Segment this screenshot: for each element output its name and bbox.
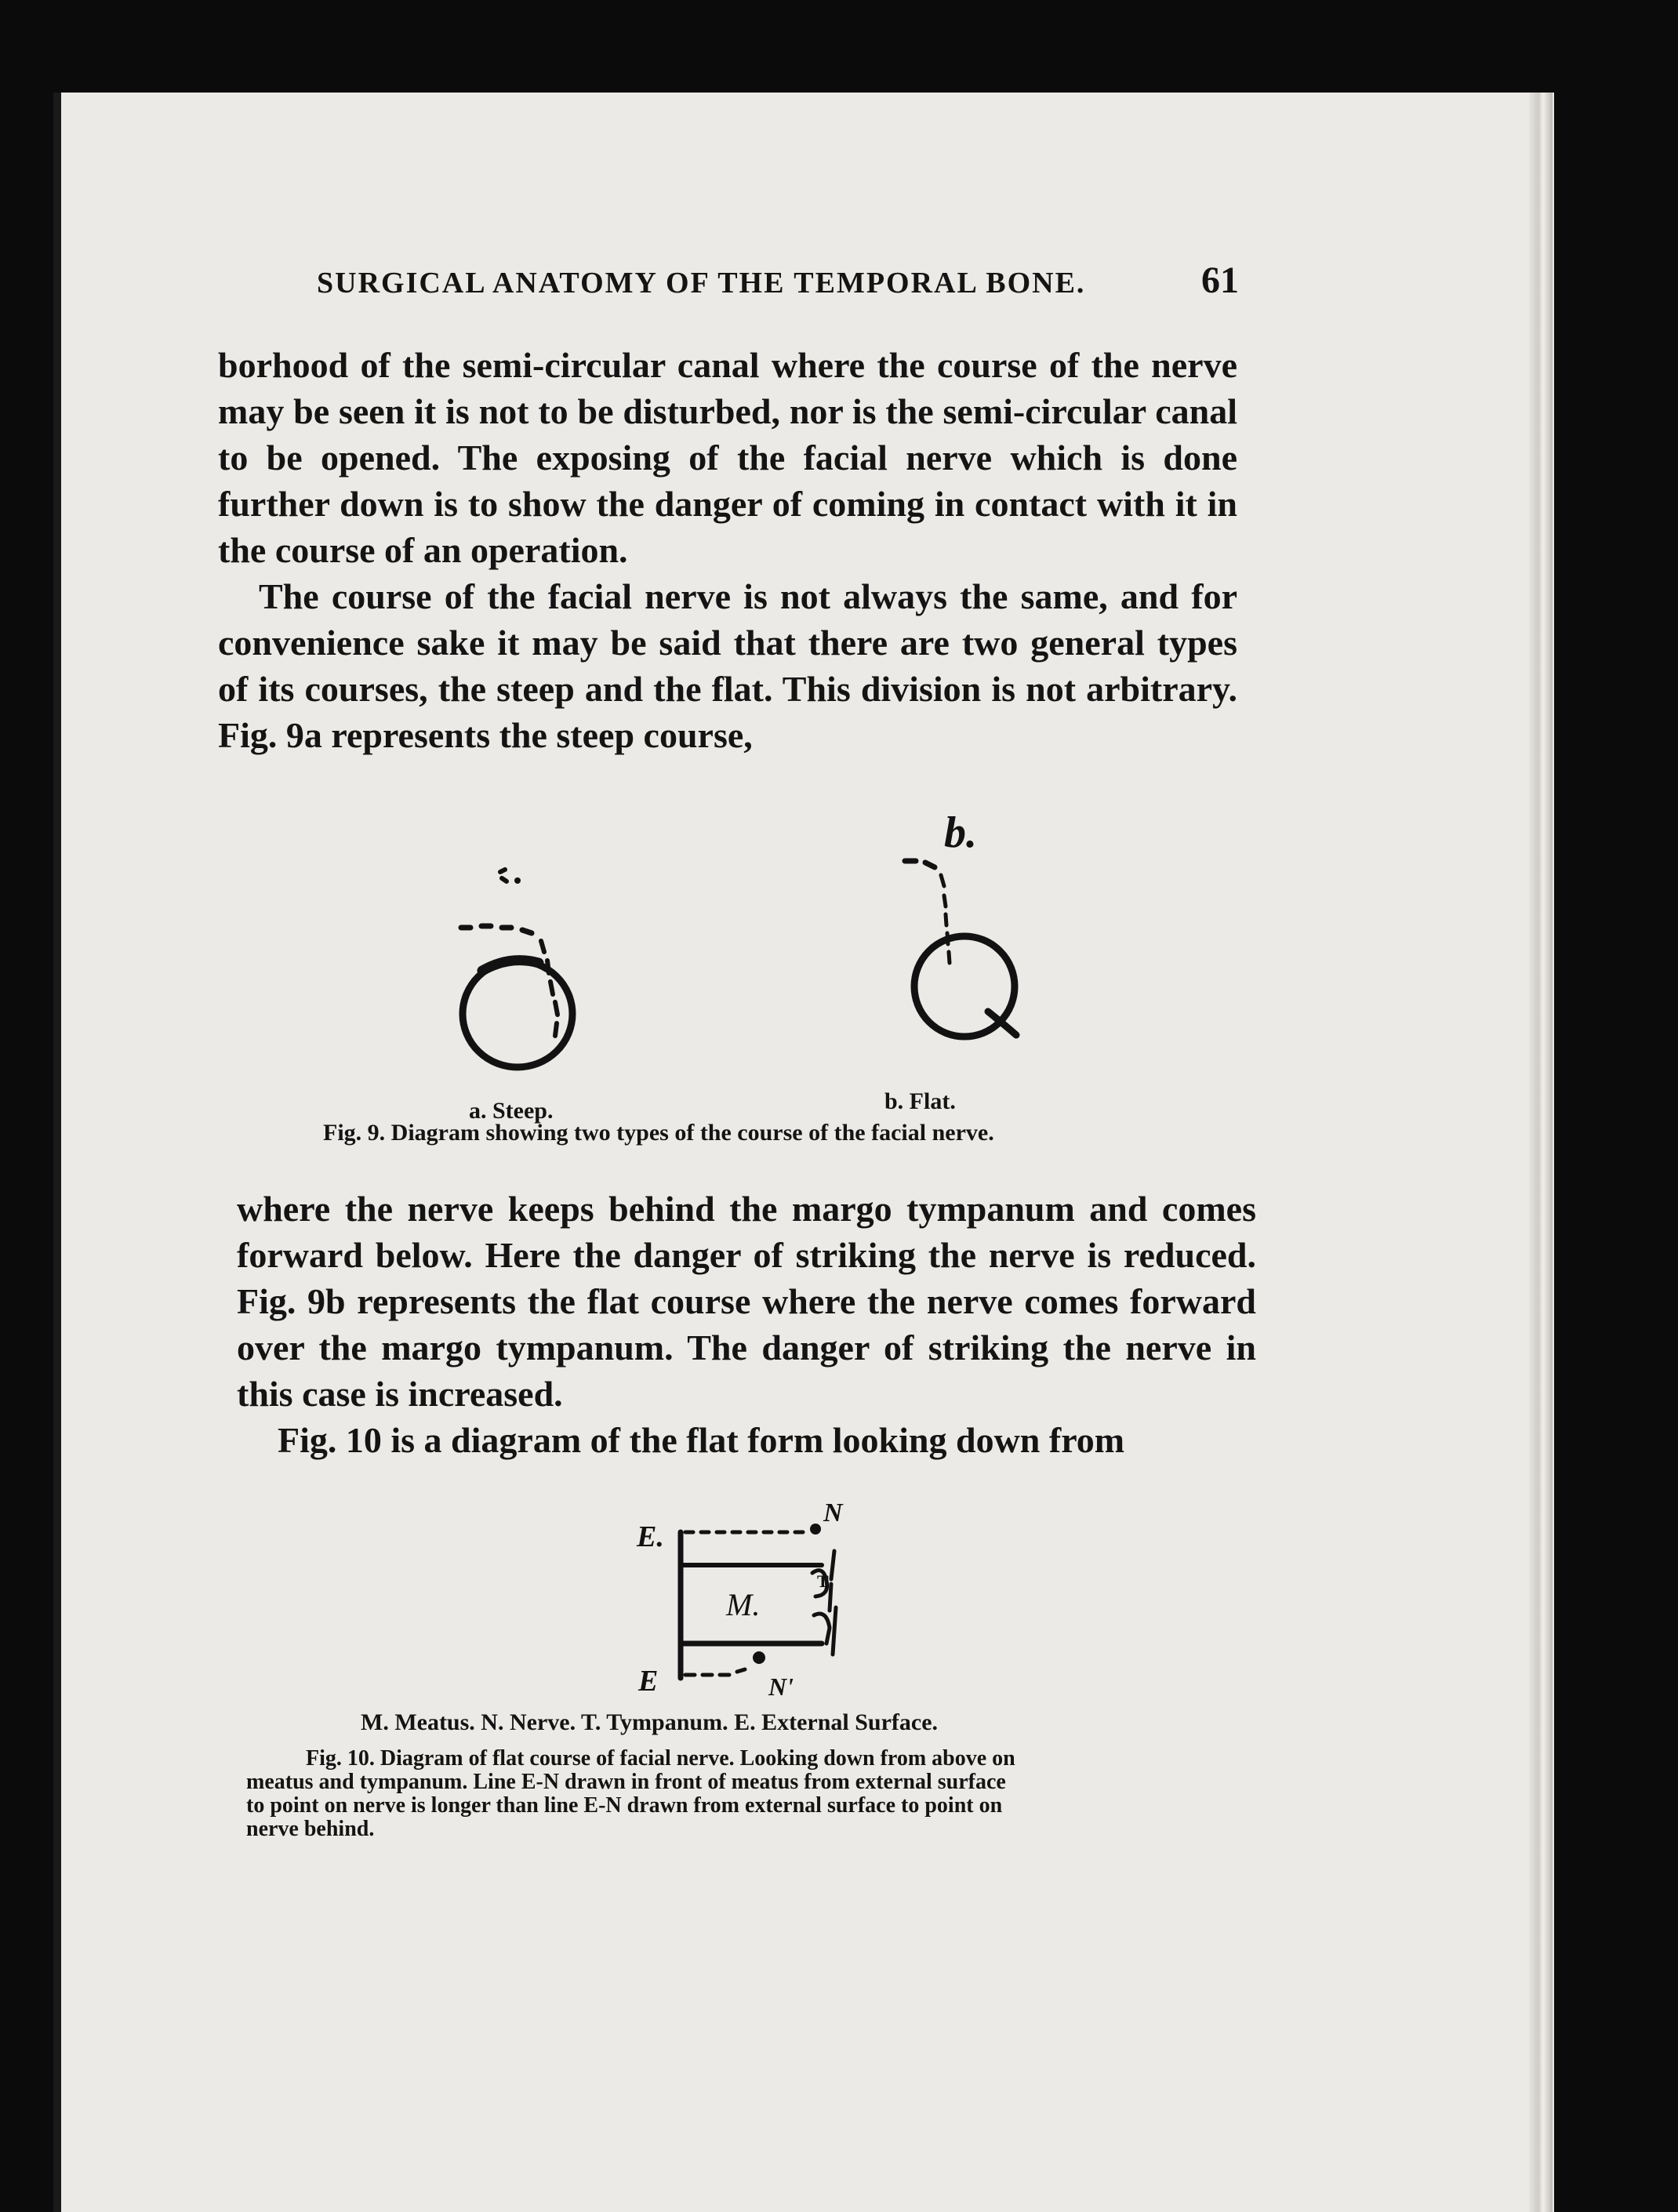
flat-course-diagram <box>905 808 1016 1037</box>
paragraph: where the nerve keeps behind the margo tympanum and comes forward below. Here the danger of striking the nerve is reduced. Fig. 9b represents the flat course where the nerve comes forward over the margo tympanum. The danger of striking the nerve in this case is increased. <box>237 1189 1256 1414</box>
figure-9-caption: Fig. 9. Diagram showing two types of the course of the facial nerve. <box>323 1120 994 1146</box>
line-E-N-behind <box>685 1669 745 1675</box>
nerve-point-behind <box>753 1651 765 1664</box>
paragraph: Fig. 10 is a diagram of the flat form looking down from <box>278 1420 1125 1460</box>
page-number: 61 <box>1201 260 1239 301</box>
figure-10-legend: M. Meatus. N. Nerve. T. Tympanum. E. External Surface. <box>361 1709 939 1735</box>
figure-10-diagram <box>627 1490 878 1702</box>
caption-line: to point on nerve is longer than line E-N drawn from external surface to point on <box>246 1793 1003 1818</box>
figure-9-diagram <box>408 800 1098 1098</box>
page-right-edge <box>1529 93 1553 2212</box>
caption-line: nerve behind. <box>246 1817 375 1841</box>
paragraph: The course of the facial nerve is not always the same, and for convenience sake it may be said that there are two general types of its courses, the steep and the flat. This division is not arbitrary. Fig. 9a represents the steep course, <box>218 576 1237 755</box>
dashed-nerve-line <box>461 926 532 933</box>
steep-course-diagram <box>461 870 572 1067</box>
dashed-nerve-line <box>905 861 935 867</box>
running-head <box>317 259 1239 302</box>
text-block-middle <box>237 1186 1256 1463</box>
label-b: b. <box>944 808 977 857</box>
figure-10-caption <box>246 1747 1267 1841</box>
figure-9a-caption: a. Steep. <box>469 1098 554 1124</box>
label-T: T <box>817 1571 829 1591</box>
text-block-top <box>218 342 1237 758</box>
page-left-edge <box>53 93 61 2212</box>
paragraph: borhood of the semi-circular canal where the course of the nerve may be seen it is not to be disturbed, nor is the semi-circular canal to be opened. The exposing of the facial nerve which is done further down is to show the danger of coming in contact with it in the course of an operation. <box>218 345 1237 570</box>
nerve-point-front <box>810 1524 821 1535</box>
caption-line: meatus and tympanum. Line E-N drawn in front of meatus from external surface <box>246 1770 1006 1794</box>
label-E-bottom: E <box>638 1665 659 1698</box>
label-M: M. <box>726 1587 761 1622</box>
label-N-top: N <box>823 1498 843 1527</box>
label-E-top: E. <box>637 1520 664 1553</box>
label-N-bottom: N' <box>768 1673 794 1701</box>
figure-9b-caption: b. Flat. <box>884 1088 956 1114</box>
caption-line: Fig. 10. Diagram of flat course of facial nerve. Looking down from above on <box>306 1746 1015 1771</box>
scan-background <box>1554 0 1678 2212</box>
running-head-title: SURGICAL ANATOMY OF THE TEMPORAL BONE. <box>317 267 1086 300</box>
label-a-mark <box>500 870 507 881</box>
